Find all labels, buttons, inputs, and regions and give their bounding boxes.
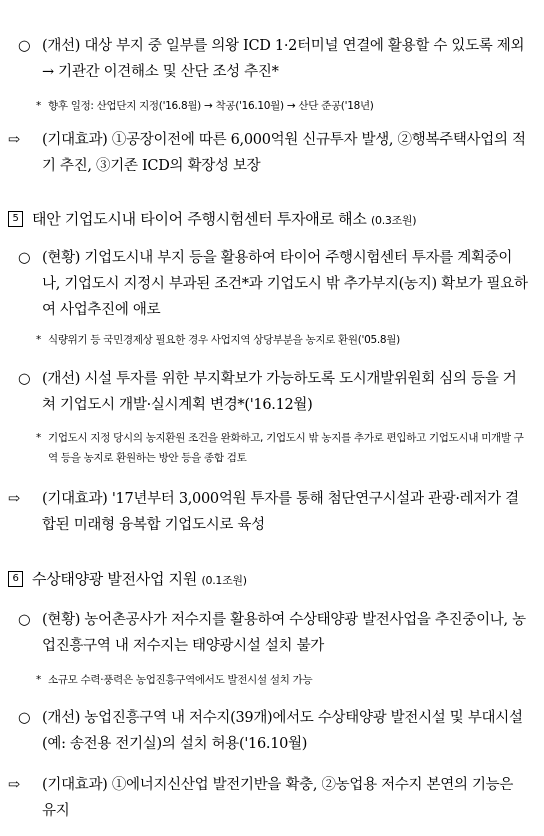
expected-effect-item: [8, 486, 530, 538]
footnote-text: 소규모 수력·풍력은 농업진흥구역에서도 발전시설 설치 가능: [48, 674, 313, 686]
item-text: (기대효과) ①공장이전에 따른 6,000억원 신규투자 발생, ②행복주택사업의 적기 추진, ③기존 ICD의 확장성 보장: [42, 132, 526, 174]
footnote-text: 식량위기 등 국민경제상 필요한 경우 사업지역 상당부분을 농지로 환원('05.8월): [48, 334, 400, 346]
improvement-item: [18, 705, 530, 757]
arrow-icon: ⇨: [8, 132, 20, 148]
arrow-icon: ⇨: [8, 777, 20, 793]
asterisk-bullet: *: [36, 674, 41, 686]
arrow-icon: ⇨: [8, 491, 20, 507]
section-number-box: 6: [8, 571, 23, 587]
status-item: [18, 245, 530, 323]
item-text: (현황) 농어촌공사가 저수지를 활용하여 수상태양광 발전사업을 추진중이나, 농업진흥구역 내 저수지는 태양광시설 설치 불가: [42, 612, 526, 654]
footnote-item: [36, 330, 530, 350]
section-amount: (0.1조원): [201, 574, 247, 587]
circle-bullet: ○: [18, 612, 31, 628]
asterisk-bullet: *: [36, 100, 41, 112]
footnote-text: 향후 일정: 산업단지 지정('16.8월) → 착공('16.10월) → 산단 준공('18년): [48, 100, 374, 112]
circle-bullet: ○: [18, 38, 31, 54]
improvement-item: [18, 33, 530, 85]
item-text: (기대효과) '17년부터 3,000억원 투자를 통해 첨단연구시설과 관광·레저가 결합된 미래형 융복합 기업도시로 육성: [42, 491, 519, 533]
improvement-item: [18, 366, 530, 418]
asterisk-bullet: *: [36, 432, 41, 444]
expected-effect-item: [8, 127, 530, 179]
item-text: (개선) 농업진흥구역 내 저수지(39개)에서도 수상태양광 발전시설 및 부대시설(예: 송전용 전기실)의 설치 허용('16.10월): [42, 710, 523, 752]
circle-bullet: ○: [18, 371, 31, 387]
section-title: 수상태양광 발전사업 지원: [32, 570, 198, 588]
section-number-box: 5: [8, 211, 23, 227]
section-amount: (0.3조원): [371, 214, 417, 227]
footnote-item: [36, 96, 530, 116]
section-title: 태안 기업도시내 타이어 주행시험센터 투자애로 해소: [32, 210, 367, 228]
circle-bullet: ○: [18, 250, 31, 266]
section-heading-5: [8, 207, 530, 233]
item-text: (현황) 기업도시내 부지 등을 활용하여 타이어 주행시험센터 투자를 계획중이나, 기업도시 지정시 부과된 조건*과 기업도시 밖 추가부지(농지) 확보가 필요하여 사업추진에 애로: [42, 250, 528, 318]
item-text: (개선) 시설 투자를 위한 부지확보가 가능하도록 도시개발위원회 심의 등을 거쳐 기업도시 개발·실시계획 변경*('16.12월): [42, 371, 517, 413]
section-heading-6: [8, 567, 530, 593]
expected-effect-item: [8, 772, 530, 824]
footnote-item: [36, 670, 530, 690]
status-item: [18, 607, 530, 659]
footnote-item: [36, 428, 530, 468]
asterisk-bullet: *: [36, 334, 41, 346]
footnote-text: 기업도시 지정 당시의 농지환원 조건을 완화하고, 기업도시 밖 농지를 추가로 편입하고 기업도시내 미개발 구역 등을 농지로 환원하는 방안 등을 종합 검토: [48, 432, 524, 464]
circle-bullet: ○: [18, 710, 31, 726]
item-text: (기대효과) ①에너지신산업 발전기반을 확충, ②농업용 저수지 본연의 기능은 유지: [42, 777, 514, 819]
item-text: (개선) 대상 부지 중 일부를 의왕 ICD 1·2터미널 연결에 활용할 수 있도록 제외 → 기관간 이견해소 및 산단 조성 추진*: [42, 38, 525, 80]
